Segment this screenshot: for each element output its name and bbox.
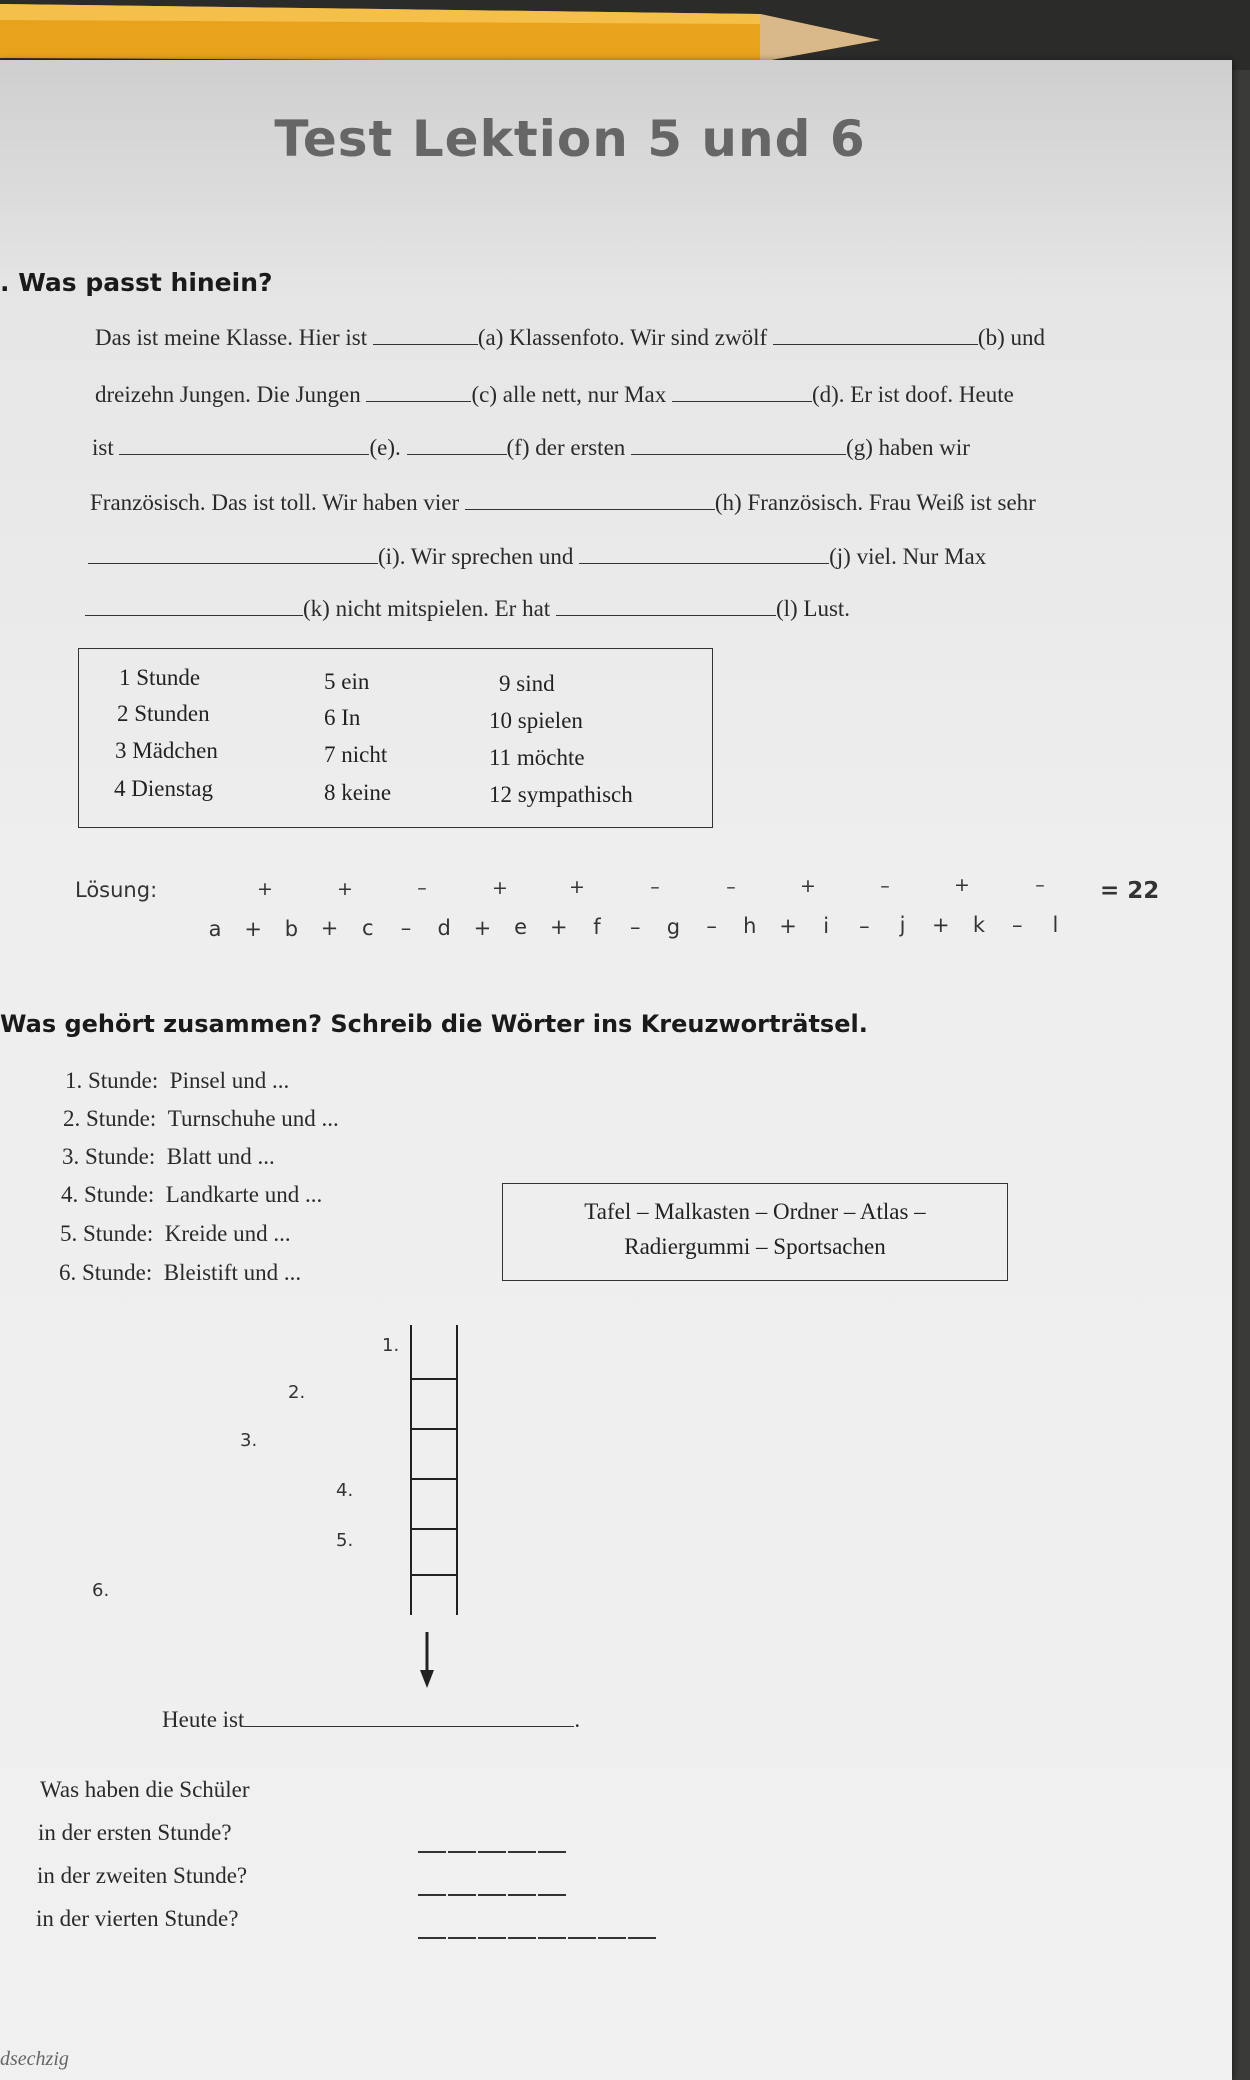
word-8: 8 keine	[324, 780, 392, 805]
blank-d[interactable]	[672, 400, 812, 402]
grid-number-3: 3.	[240, 1430, 258, 1451]
page-title: Test Lektion 5 und 6	[274, 110, 866, 168]
blank-h[interactable]	[465, 508, 715, 510]
blank-i[interactable]	[88, 562, 378, 564]
blank-g[interactable]	[631, 453, 846, 455]
solution-letter: d	[437, 915, 451, 940]
blank-k[interactable]	[85, 614, 303, 616]
word-bank-line-2: Radiergummi – Sportsachen	[624, 1234, 886, 1259]
grid-right-line	[456, 1325, 458, 1615]
solution-letter: k	[972, 913, 986, 937]
section1-heading: . Was passt hinein?	[0, 268, 273, 297]
word-bank-line-1: Tafel – Malkasten – Ordner – Atlas –	[584, 1199, 926, 1224]
blank-e[interactable]	[119, 453, 369, 455]
word-6: 6 In	[324, 705, 361, 730]
cloze-line-3: ist (e). (f) der ersten (g) haben wir	[92, 435, 970, 460]
blank-l[interactable]	[556, 614, 776, 616]
lesson-item-2: 2. Stunde: Turnschuhe und ...	[63, 1106, 339, 1131]
solution-sign: –	[1035, 874, 1045, 896]
word-12: 12 sympathisch	[489, 782, 633, 807]
word-7: 7 nicht	[324, 742, 388, 767]
solution-operator: +	[244, 916, 262, 941]
today-blank[interactable]	[244, 1725, 574, 1727]
word-5: 5 ein	[324, 669, 370, 694]
word-4: 4 Dienstag	[114, 776, 214, 801]
solution-letter: a	[208, 917, 222, 941]
solution-letter: c	[362, 916, 374, 941]
solution-label: Lösung:	[75, 878, 158, 902]
word-3: 3 Mädchen	[115, 738, 218, 763]
solution-letter: j	[899, 913, 906, 938]
grid-number-1: 1.	[382, 1335, 400, 1356]
blank-c[interactable]	[366, 400, 471, 402]
grid-number-4: 4.	[336, 1480, 354, 1501]
solution-operator: –	[859, 913, 870, 938]
lesson-item-1: 1. Stunde: Pinsel und ...	[65, 1068, 290, 1093]
word-11: 11 möchte	[489, 745, 585, 770]
solution-sign: +	[800, 875, 816, 898]
solution-letter: b	[284, 916, 299, 941]
solution-sign: +	[337, 877, 353, 900]
arrow-down-icon	[412, 1630, 442, 1690]
word-box	[78, 648, 713, 828]
grid-left-line	[410, 1325, 412, 1615]
question-3: in der vierten Stunde?	[36, 1906, 239, 1931]
answer-2-dashes[interactable]	[418, 1883, 568, 1901]
solution-letter: g	[666, 914, 681, 939]
solution-operator: –	[706, 914, 717, 939]
solution-operator: –	[629, 914, 641, 939]
solution-operator: +	[549, 915, 568, 940]
solution-operator: +	[779, 914, 797, 938]
lesson-item-6: 6. Stunde: Bleistift und ...	[59, 1260, 302, 1285]
solution-result: = 22	[1100, 878, 1160, 904]
question-2: in der zweiten Stunde?	[37, 1863, 248, 1888]
cloze-line-1: Das ist meine Klasse. Hier ist (a) Klassenfoto. Wir sind zwölf (b) und	[95, 325, 1045, 350]
page-footer: dsechzig	[0, 2048, 69, 2070]
solution-sign: +	[569, 876, 585, 899]
answer-3-dashes[interactable]	[418, 1926, 658, 1944]
lesson-item-4: 4. Stunde: Landkarte und ...	[61, 1182, 323, 1207]
solution-letter: f	[593, 915, 601, 939]
lesson-item-5: 5. Stunde: Kreide und ...	[60, 1221, 291, 1246]
answer-1-dashes[interactable]	[418, 1840, 568, 1858]
solution-letter: h	[743, 914, 757, 939]
cloze-line-2: dreizehn Jungen. Die Jungen (c) alle nett, nur Max (d). Er ist doof. Heute	[95, 382, 1014, 407]
word-2: 2 Stunden	[117, 701, 210, 726]
solution-sign: +	[492, 876, 508, 899]
solution-sign: –	[417, 877, 427, 900]
lesson-item-3: 3. Stunde: Blatt und ...	[62, 1144, 275, 1169]
grid-number-6: 6.	[92, 1580, 110, 1601]
word-9: 9 sind	[499, 671, 555, 696]
solution-letter: e	[514, 915, 528, 940]
blank-f[interactable]	[407, 453, 507, 455]
word-bank-box	[502, 1183, 1008, 1281]
solution-operator: +	[320, 916, 339, 941]
question-1: in der ersten Stunde?	[38, 1820, 232, 1845]
solution-operator: +	[931, 913, 950, 938]
solution-operator: –	[400, 916, 412, 940]
solution-operator: +	[473, 915, 492, 940]
solution-sign: +	[954, 874, 970, 897]
solution-sign: –	[650, 876, 660, 898]
today-line: Heute ist .	[162, 1707, 581, 1732]
solution-letter: l	[1052, 912, 1059, 937]
questions-intro: Was haben die Schüler	[40, 1777, 250, 1802]
cloze-line-6: (k) nicht mitspielen. Er hat (l) Lust.	[85, 596, 850, 622]
grid-number-2: 2.	[288, 1382, 306, 1403]
blank-a[interactable]	[373, 343, 478, 345]
solution-sign: –	[726, 875, 736, 898]
blank-j[interactable]	[579, 562, 829, 564]
solution-letter: i	[823, 913, 830, 938]
grid-number-5: 5.	[336, 1530, 354, 1551]
blank-b[interactable]	[773, 343, 978, 345]
section2-heading: Was gehört zusammen? Schreib die Wörter ins Kreuzworträtsel.	[0, 1010, 868, 1038]
cloze-line-5: (i). Wir sprechen und (j) viel. Nur Max	[88, 544, 986, 570]
solution-operator: –	[1011, 912, 1023, 937]
solution-sign: –	[880, 874, 890, 897]
cloze-line-4: Französisch. Das ist toll. Wir haben vier (h) Französisch. Frau Weiß ist sehr	[90, 490, 1036, 515]
word-1: 1 Stunde	[119, 665, 201, 690]
solution-sign: +	[257, 878, 273, 900]
word-10: 10 spielen	[489, 708, 583, 733]
